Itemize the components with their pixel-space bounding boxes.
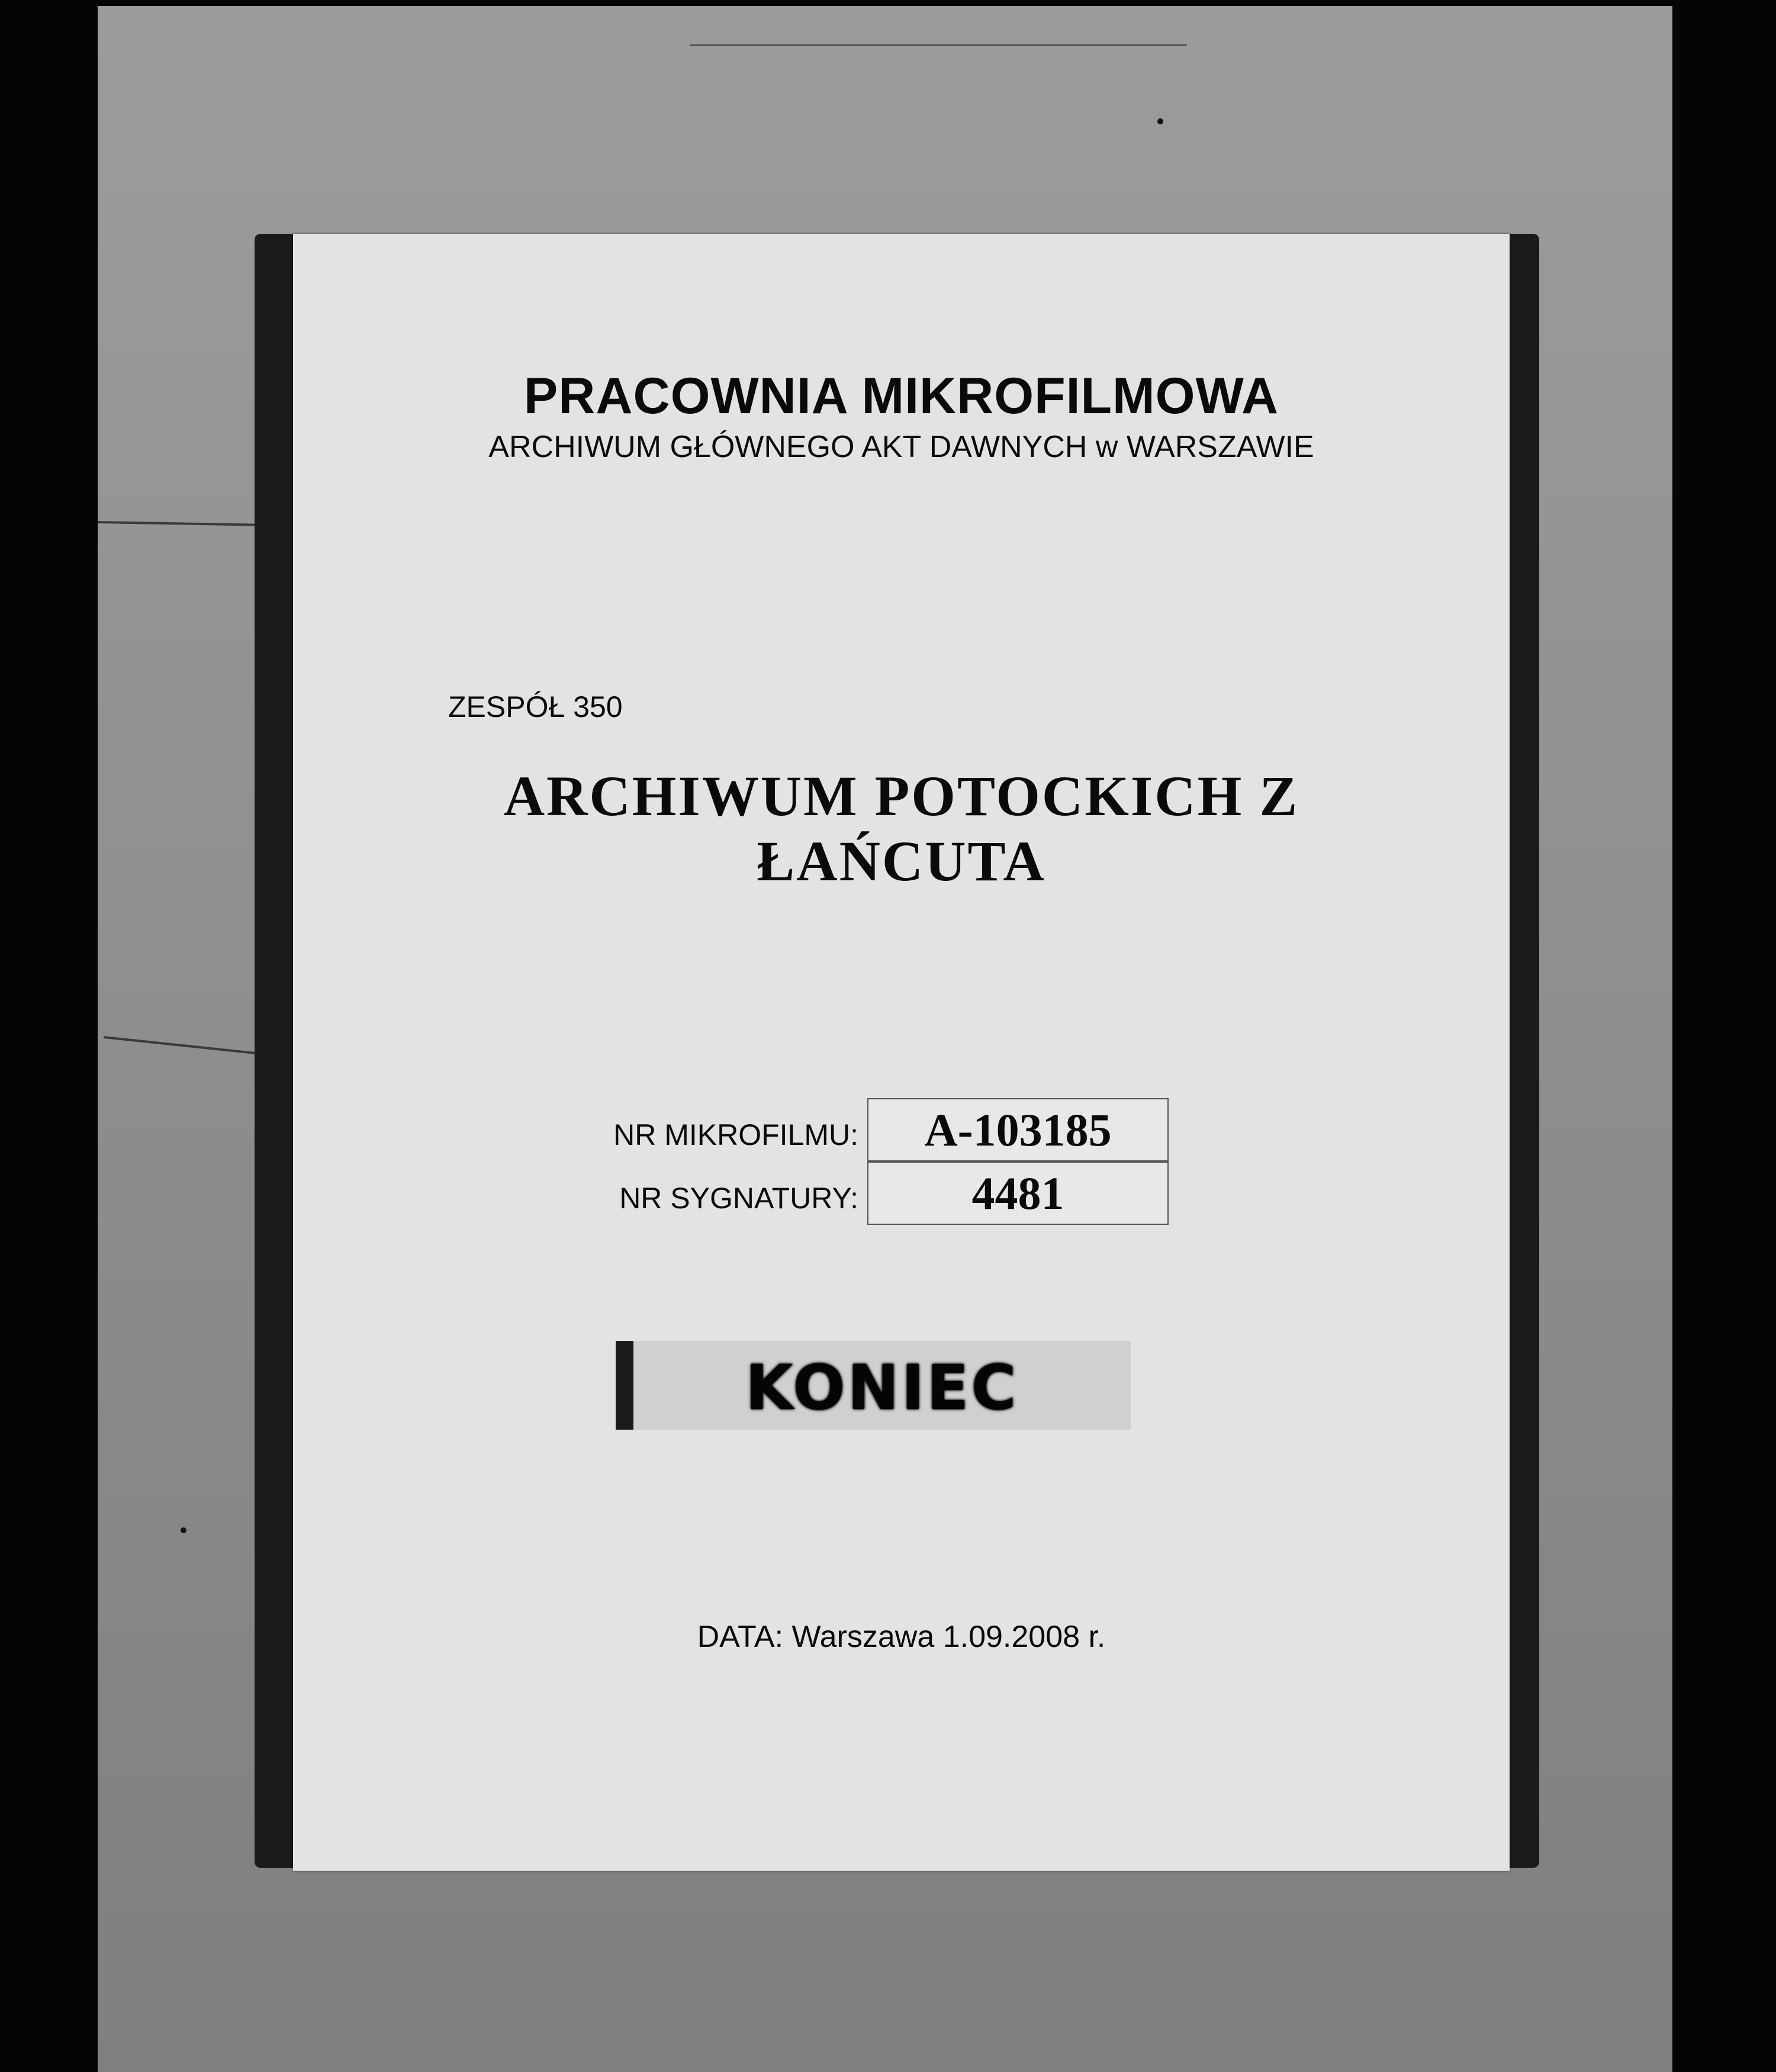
board-crease-top — [690, 44, 1187, 46]
koniec-stamp: KONIEC — [745, 1352, 1019, 1424]
fonds-number: ZESPÓŁ 350 — [448, 690, 623, 723]
speck — [1157, 118, 1163, 124]
koniec-stamp-strip — [616, 1341, 1131, 1430]
collection-title-line-1: ARCHIWUM POTOCKICH Z — [503, 764, 1299, 828]
collection-title — [293, 764, 1510, 894]
speck — [181, 1527, 186, 1533]
signature-value: 4481 — [867, 1162, 1169, 1225]
collection-title-line-2: ŁAŃCUTA — [757, 829, 1046, 893]
signature-label: NR SYGNATURY: — [619, 1182, 858, 1215]
microfilm-value: A-103185 — [867, 1098, 1169, 1162]
microfilm-label: NR MIKROFILMU: — [613, 1118, 858, 1151]
title-card — [293, 234, 1510, 1871]
lab-title: PRACOWNIA MIKROFILMOWA — [523, 368, 1279, 424]
date-line: DATA: Warszawa 1.09.2008 r. — [697, 1620, 1106, 1654]
archive-subtitle: ARCHIWUM GŁÓWNEGO AKT DAWNYCH w WARSZAWIE — [488, 430, 1314, 464]
